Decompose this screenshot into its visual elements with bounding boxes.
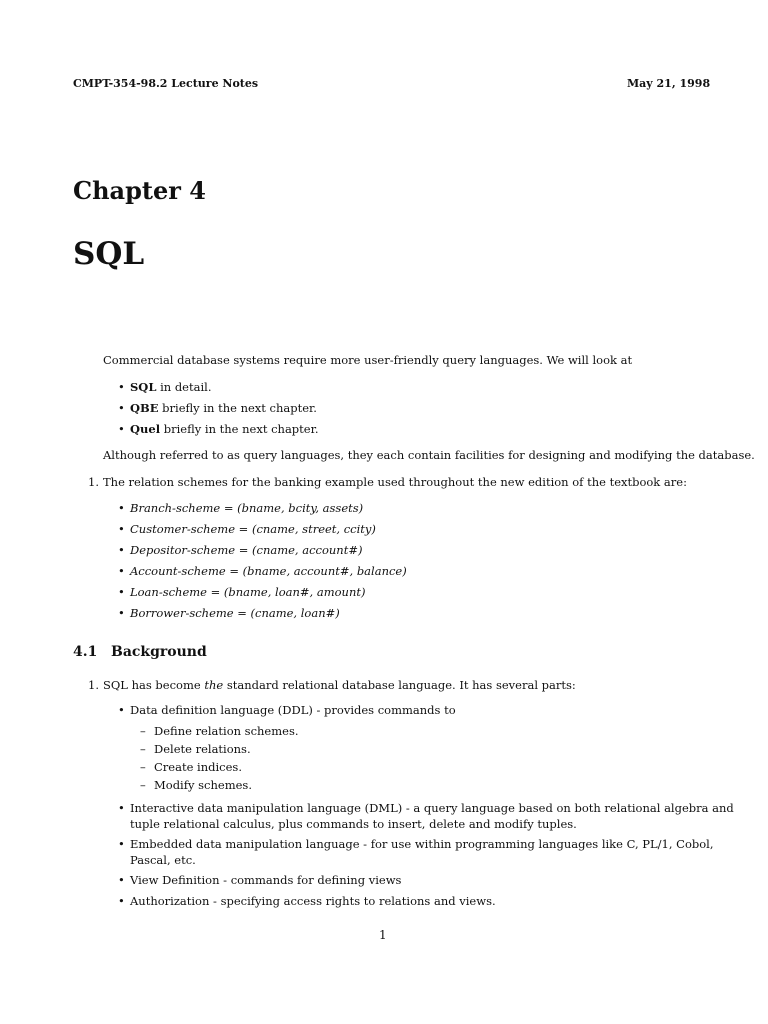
bullet-icon: • [118, 585, 125, 599]
bullet-icon: • [118, 380, 125, 394]
scheme-item: Depositor-scheme = (cname, account#) [130, 543, 363, 557]
list-item-line: Embedded data manipulation language - for use within programming languages like C, PL/1, Cobol, [130, 837, 714, 851]
dash-icon: – [140, 724, 146, 738]
list-item [130, 380, 211, 394]
sub-item: Create indices. [154, 760, 242, 774]
bullet-icon: • [118, 837, 125, 851]
chapter-label: Chapter 4 [73, 176, 206, 205]
bullet-icon: • [118, 501, 125, 515]
bullet-icon: • [118, 873, 125, 887]
list-item: Authorization - specifying access rights to relations and views. [130, 894, 496, 908]
language-name: QBE [130, 401, 159, 415]
running-header-date: May 21, 1998 [627, 77, 711, 90]
scheme-item: Customer-scheme = (cname, street, ccity) [130, 522, 376, 536]
scheme-item: Loan-scheme = (bname, loan#, amount) [130, 585, 366, 599]
language-desc: briefly in the next chapter. [158, 401, 317, 415]
language-name: Quel [130, 422, 161, 436]
list-item-line: tuple relational calculus, plus commands to insert, delete and modify tuples. [130, 817, 577, 831]
dash-icon: – [140, 760, 146, 774]
bullet-icon: • [118, 543, 125, 557]
bullet-icon: • [118, 703, 125, 717]
section-heading [73, 644, 207, 660]
chapter-title: SQL [73, 236, 145, 272]
scheme-item: Borrower-scheme = (cname, loan#) [130, 606, 340, 620]
bullet-icon: • [118, 401, 125, 415]
dash-icon: – [140, 778, 146, 792]
language-name: SQL [130, 380, 157, 394]
bullet-icon: • [118, 894, 125, 908]
intro-paragraph: Commercial database systems require more user-friendly query languages. We will look at [103, 353, 633, 367]
section-title: Background [111, 644, 207, 660]
paragraph: Although referred to as query languages, they each contain facilities for designing and modifying the database. [103, 448, 755, 462]
item-number: 1. [88, 475, 99, 489]
section-number: 4.1 [73, 644, 98, 660]
sub-item: Modify schemes. [154, 778, 252, 792]
text-run: SQL has become [103, 678, 205, 692]
paragraph: The relation schemes for the banking example used throughout the new edition of the textbook are: [103, 475, 687, 489]
dash-icon: – [140, 742, 146, 756]
item-number: 1. [88, 678, 99, 692]
language-desc: in detail. [156, 380, 212, 394]
bullet-icon: • [118, 522, 125, 536]
text-run: standard relational database language. It has several parts: [223, 678, 576, 692]
language-desc: briefly in the next chapter. [160, 422, 319, 436]
list-item [130, 401, 317, 415]
list-item: Data definition language (DDL) - provides commands to [130, 703, 456, 717]
running-header-left: CMPT-354-98.2 Lecture Notes [73, 77, 259, 90]
bullet-icon: • [118, 564, 125, 578]
bullet-icon: • [118, 422, 125, 436]
list-item: View Definition - commands for defining views [130, 873, 402, 887]
scheme-item: Account-scheme = (bname, account#, balance) [130, 564, 407, 578]
emphasis: the [204, 678, 224, 692]
list-item-line: Interactive data manipulation language (DML) - a query language based on both relational algebra and [130, 801, 734, 815]
bullet-icon: • [118, 801, 125, 815]
bullet-icon: • [118, 606, 125, 620]
list-item [130, 422, 318, 436]
scheme-item: Branch-scheme = (bname, bcity, assets) [130, 501, 364, 515]
sub-item: Define relation schemes. [154, 724, 299, 738]
page-number: 1 [379, 928, 387, 942]
list-item-line: Pascal, etc. [130, 853, 196, 867]
sub-item: Delete relations. [154, 742, 251, 756]
paragraph [103, 678, 576, 692]
